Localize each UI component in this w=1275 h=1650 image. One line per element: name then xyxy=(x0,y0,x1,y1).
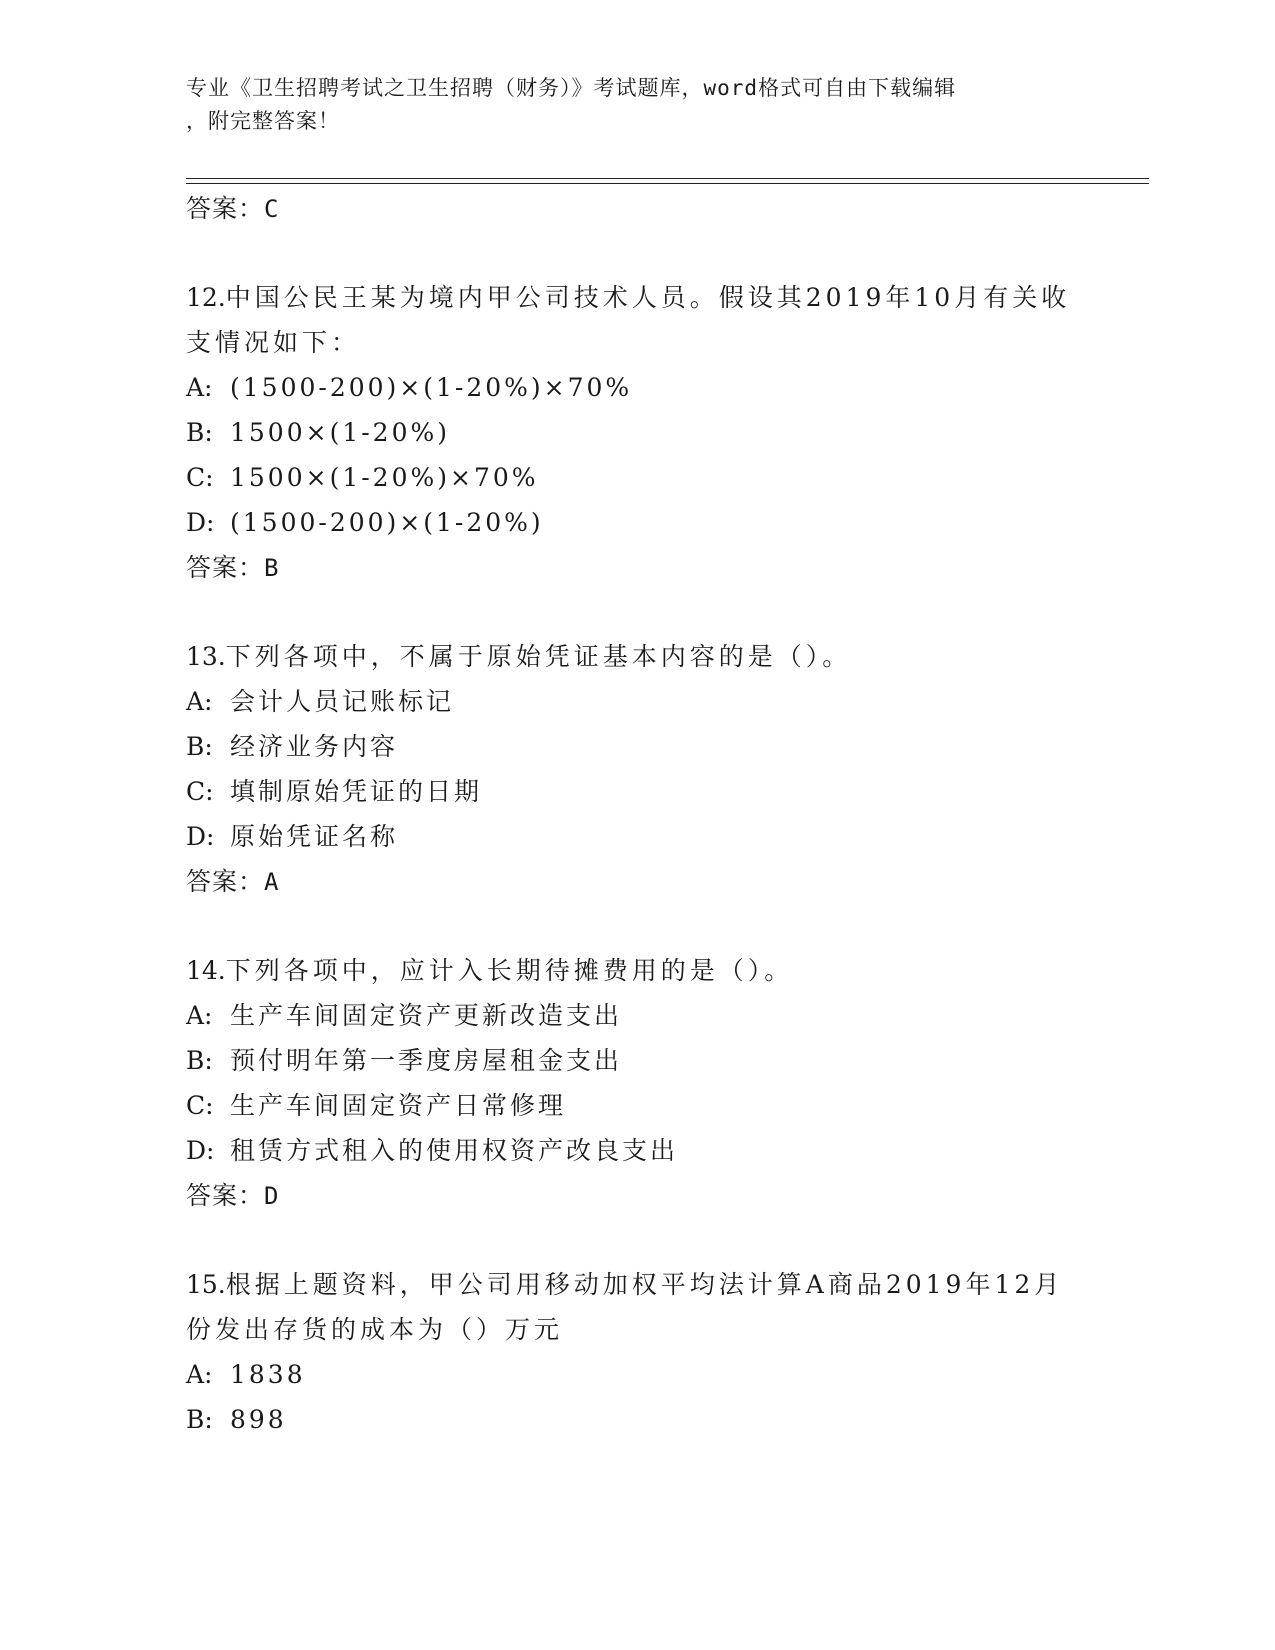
answer-line xyxy=(186,859,1106,904)
option-text: 填制原始凭证的日期 xyxy=(230,777,483,806)
option-label: A: xyxy=(186,373,213,402)
option-text: 1500×(1-20%) xyxy=(230,418,450,447)
option-text: 1500×(1-20%)×70% xyxy=(230,463,539,492)
option-a xyxy=(186,679,1106,724)
option-text: 生产车间固定资产日常修理 xyxy=(230,1091,567,1120)
answer-prefix: 答案： xyxy=(186,194,265,223)
option-text: (1500-200)×(1-20%)×70% xyxy=(230,373,633,402)
option-a xyxy=(186,993,1106,1038)
question-list xyxy=(186,186,1106,1442)
answer-prefix: 答案： xyxy=(186,553,265,582)
option-label: A: xyxy=(186,687,213,716)
question-text xyxy=(186,275,1106,320)
header-rule-top xyxy=(186,178,1149,179)
answer-line xyxy=(186,186,1106,231)
option-text: 经济业务内容 xyxy=(230,732,399,761)
question-12 xyxy=(186,275,1106,590)
option-label: C: xyxy=(186,777,214,806)
option-text: 1838 xyxy=(230,1360,306,1389)
option-d xyxy=(186,814,1106,859)
option-label: B: xyxy=(186,1405,213,1434)
question-number: 14. xyxy=(186,956,226,985)
header-line-2: ，附完整答案！ xyxy=(186,109,340,133)
option-label: A: xyxy=(186,1360,213,1389)
option-label: A: xyxy=(186,1001,213,1030)
answer-value: B xyxy=(264,554,280,582)
question-text-line-2: 份发出存货的成本为（）万元 xyxy=(186,1315,564,1344)
answer-line xyxy=(186,1173,1106,1218)
question-text-line-2: 支情况如下： xyxy=(186,328,361,357)
option-d xyxy=(186,1128,1106,1173)
question-text xyxy=(186,634,1106,679)
option-c xyxy=(186,1083,1106,1128)
option-label: B: xyxy=(186,1046,213,1075)
option-text: 租赁方式租入的使用权资产改良支出 xyxy=(230,1136,679,1165)
option-label: D: xyxy=(186,822,215,851)
option-label: D: xyxy=(186,508,215,537)
option-text: 会计人员记账标记 xyxy=(230,687,455,716)
option-text: 898 xyxy=(230,1405,287,1434)
option-a xyxy=(186,1352,1106,1397)
option-label: C: xyxy=(186,463,214,492)
option-c xyxy=(186,455,1106,500)
option-text: 原始凭证名称 xyxy=(230,822,399,851)
option-b xyxy=(186,1397,1106,1442)
answer-prefix: 答案： xyxy=(186,867,265,896)
question-number: 13. xyxy=(186,642,226,671)
header-line-1: 专业《卫生招聘考试之卫生招聘（财务）》考试题库，word格式可自由下载编辑 xyxy=(186,76,957,100)
option-b xyxy=(186,410,1106,455)
document-header xyxy=(186,72,1086,138)
question-text-line-1: 下列各项中，应计入长期待摊费用的是（）。 xyxy=(225,956,794,985)
question-14 xyxy=(186,948,1106,1218)
question-text-line-1: 中国公民王某为境内甲公司技术人员。假设其2019年10月有关收 xyxy=(225,283,1071,312)
option-b xyxy=(186,1038,1106,1083)
answer-value: A xyxy=(264,868,280,896)
option-label: C: xyxy=(186,1091,214,1120)
answer-value: D xyxy=(264,1182,280,1210)
question-text xyxy=(186,948,1106,993)
answer-prefix: 答案： xyxy=(186,1181,265,1210)
question-number: 15. xyxy=(186,1270,226,1299)
option-label: B: xyxy=(186,418,213,447)
option-d xyxy=(186,500,1106,545)
option-label: D: xyxy=(186,1136,215,1165)
option-text: 生产车间固定资产更新改造支出 xyxy=(230,1001,623,1030)
answer-line xyxy=(186,545,1106,590)
question-15 xyxy=(186,1262,1106,1442)
question-number: 12. xyxy=(186,283,226,312)
question-text-line-1: 根据上题资料，甲公司用移动加权平均法计算A商品2019年12月 xyxy=(225,1270,1064,1299)
option-text: (1500-200)×(1-20%) xyxy=(230,508,544,537)
option-label: B: xyxy=(186,732,213,761)
option-a xyxy=(186,365,1106,410)
option-text: 预付明年第一季度房屋租金支出 xyxy=(230,1046,623,1075)
question-text-line-1: 下列各项中，不属于原始凭证基本内容的是（）。 xyxy=(225,642,852,671)
question-13 xyxy=(186,634,1106,904)
header-rule-bottom xyxy=(186,183,1149,184)
answer-value: C xyxy=(264,195,280,223)
question-text xyxy=(186,1262,1106,1307)
option-c xyxy=(186,769,1106,814)
option-b xyxy=(186,724,1106,769)
